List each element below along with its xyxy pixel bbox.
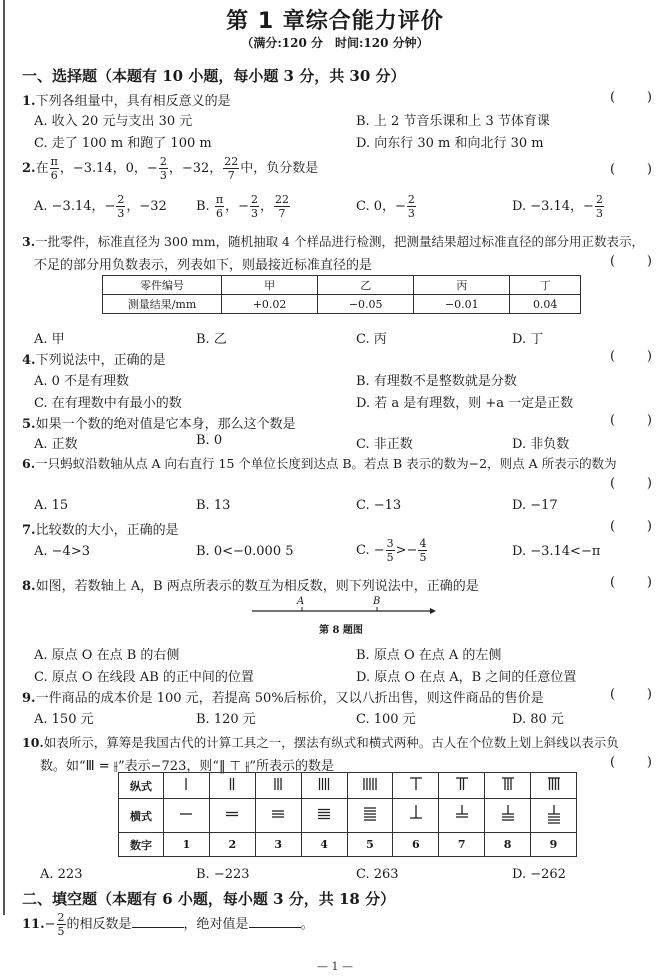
numerator: 2 [595, 193, 603, 206]
denominator: 7 [278, 207, 286, 220]
rod-digit: 3 [255, 833, 301, 857]
section-1-heading: 一、选择题（本题有 10 小题，每小题 3 分，共 30 分） [22, 67, 406, 85]
option-b[interactable]: B. 上 2 节音乐课和上 3 节体育课 [356, 114, 550, 129]
table-cell: −0.01 [414, 295, 510, 314]
answer-blank-1[interactable] [132, 915, 184, 928]
rod-vertical-7 [439, 773, 485, 799]
rod-horizontal-3 [255, 799, 301, 833]
option-a[interactable]: A. 0 不是有理数 [34, 374, 130, 389]
option-d[interactable]: D. 非负数 [512, 437, 570, 452]
paren-open: ( [610, 413, 616, 428]
answer-blank[interactable] [610, 349, 652, 364]
option-a[interactable]: A. −4>3 [34, 544, 90, 559]
denominator: 3 [407, 207, 415, 220]
question-number: 6. [22, 456, 36, 471]
option-text: >− [395, 543, 418, 558]
option-d[interactable]: D. 80 元 [512, 712, 564, 727]
question-text: ”所表示的数是 [249, 759, 334, 774]
table-cell: +0.02 [222, 295, 318, 314]
answer-blank[interactable] [610, 755, 652, 770]
rod-vertical-glyph [541, 776, 567, 792]
denominator: 6 [215, 207, 223, 220]
paren-close: ) [646, 90, 652, 105]
table-header-cell: 零件编号 [103, 276, 222, 295]
rod-horizontal-6 [393, 799, 439, 833]
answer-blank-2[interactable] [249, 915, 301, 928]
question-11 [22, 912, 314, 937]
option-a[interactable]: A. 甲 [34, 332, 65, 347]
fraction [595, 194, 604, 219]
option-c[interactable] [356, 194, 417, 219]
paren-open: ( [610, 755, 616, 770]
numerator: 2 [117, 193, 125, 206]
option-b[interactable]: B. 120 元 [196, 712, 256, 727]
option-b[interactable]: B. 有理数不是整数就是分数 [356, 374, 517, 389]
option-text: A. −3.14，− [34, 199, 116, 214]
denominator: 6 [50, 169, 58, 182]
table-header-row [103, 276, 581, 295]
paren-close: ) [646, 413, 652, 428]
paren-close: ) [646, 476, 652, 491]
paren-close: ) [646, 687, 652, 702]
rod-horizontal-glyph [265, 802, 291, 826]
question-text: 。 [300, 917, 314, 932]
question-number: 7. [22, 523, 36, 538]
table-header-cell: 丁 [510, 276, 581, 295]
option-d[interactable]: D. −17 [512, 498, 558, 513]
rod-vertical-glyph [265, 776, 291, 792]
question-5 [22, 413, 296, 432]
option-c[interactable]: C. 100 元 [356, 712, 416, 727]
rod-horizontal-glyph [357, 802, 383, 826]
denominator: 5 [419, 551, 427, 564]
option-c[interactable]: C. 263 [356, 867, 399, 882]
rod-vertical-4 [301, 773, 347, 799]
question-number: 10. [22, 735, 44, 750]
page-left-border [3, 0, 5, 915]
rod-horizontal-glyph [403, 802, 429, 826]
fraction [386, 538, 395, 563]
option-text: B. [196, 199, 214, 214]
denominator: 5 [386, 551, 394, 564]
rod-vertical-glyph [403, 776, 429, 792]
option-a[interactable]: A. 223 [40, 867, 83, 882]
rod-horizontal-glyph [219, 802, 245, 826]
question-stem: 下列说法中，正确的是 [35, 353, 166, 368]
fraction [57, 912, 66, 937]
option-d[interactable]: D. −262 [512, 867, 566, 882]
question-stem: 如表所示，算筹是我国古代的计算工具之一，摆法有纵式和横式两种。古人在个位数上划上斜线以表示负 [43, 735, 619, 750]
numerator: 2 [57, 911, 65, 924]
row-label: 横式 [119, 799, 164, 833]
question-text: 在 [35, 161, 49, 176]
answer-blank[interactable] [610, 413, 652, 428]
option-a[interactable]: A. 原点 O 在点 B 的右侧 [34, 648, 180, 663]
figure-caption: 第 8 题图 [319, 625, 363, 636]
paren-open: ( [610, 575, 616, 590]
question-number: 5. [22, 417, 36, 432]
option-d[interactable]: D. 向东行 30 m 和向北行 30 m [356, 136, 544, 151]
question-number: 1. [22, 94, 36, 109]
option-a[interactable]: A. 正数 [34, 437, 78, 452]
question-number: 3. [22, 234, 36, 249]
rod-vertical-glyph [219, 776, 245, 792]
fraction [274, 194, 290, 219]
question-text: − [44, 917, 56, 932]
question-stem: 下列各组量中，具有相反意义的是 [35, 94, 231, 109]
answer-blank[interactable] [610, 575, 652, 590]
question-number: 11. [22, 917, 45, 932]
question-6 [22, 454, 617, 472]
option-b[interactable]: B. 13 [196, 498, 231, 513]
rod-vertical-8 [485, 773, 531, 799]
question-text: 的相反数是 [66, 917, 132, 932]
question-9 [22, 687, 544, 706]
row-label: 纵式 [119, 773, 164, 799]
numerator: 22 [224, 155, 239, 168]
fraction [223, 156, 239, 181]
fraction [50, 156, 59, 181]
rod-vertical-2 [209, 773, 255, 799]
option-a[interactable]: A. 收入 20 元与支出 30 元 [34, 114, 193, 129]
option-c[interactable]: C. −13 [356, 498, 402, 513]
option-b[interactable]: B. 乙 [196, 332, 227, 347]
rod-horizontal-2 [209, 799, 255, 833]
table-row [103, 295, 581, 314]
rod-digit: 5 [347, 833, 393, 857]
page-title: 第 1 章综合能力评价 [226, 9, 444, 34]
rod-digit: 9 [531, 833, 577, 857]
numerator: 2 [250, 193, 258, 206]
rod-horizontal-glyph [449, 802, 475, 826]
option-a[interactable]: A. 15 [34, 498, 69, 513]
option-b[interactable]: B. 原点 O 在点 A 的左侧 [356, 648, 502, 663]
option-d[interactable] [512, 194, 605, 219]
numerator: π [50, 155, 58, 168]
fraction [159, 156, 168, 181]
answer-blank[interactable] [610, 90, 652, 105]
point-label-a: A [297, 596, 305, 607]
question-2 [22, 156, 318, 181]
rod-horizontal-glyph [541, 802, 567, 826]
option-text: C. − [356, 543, 385, 558]
rod-horizontal-1 [164, 799, 210, 833]
table-row-vertical [119, 773, 577, 799]
question-1 [22, 90, 231, 109]
paren-open: ( [610, 519, 616, 534]
table-row-digits [119, 833, 577, 857]
option-c[interactable]: C. 走了 100 m 和跑了 100 m [34, 136, 212, 151]
denominator: 3 [159, 169, 167, 182]
table-header-cell: 甲 [222, 276, 318, 295]
denominator: 3 [595, 207, 603, 220]
question-8 [22, 575, 479, 594]
rod-horizontal-glyph [311, 802, 337, 826]
option-c[interactable]: C. 非正数 [356, 437, 413, 452]
fraction [407, 194, 416, 219]
rod-horizontal-8 [485, 799, 531, 833]
numerator: π [215, 193, 224, 206]
page-subtitle: （满分:120 分 时间:120 分钟） [241, 36, 429, 50]
option-text: ，− [225, 199, 249, 214]
option-text: ， [259, 199, 273, 214]
question-text: ”表示−723，则“ [118, 759, 219, 774]
option-text: C. 0，− [356, 199, 406, 214]
option-b[interactable] [196, 194, 291, 219]
rod-digit: 4 [301, 833, 347, 857]
numerator: 3 [386, 537, 394, 550]
question-stem: 如图，若数轴上 A，B 两点所表示的数互为相反数，则下列说法中，正确的是 [35, 579, 479, 594]
paren-open: ( [610, 254, 616, 269]
answer-blank[interactable] [610, 519, 652, 534]
option-c[interactable]: C. 原点 O 在线段 AB 的正中间的位置 [34, 670, 254, 685]
question-10 [22, 733, 619, 751]
paren-close: ) [646, 254, 652, 269]
table-cell: −0.05 [318, 295, 414, 314]
denominator: 7 [227, 169, 235, 182]
rod-digit: 6 [393, 833, 439, 857]
section-2-heading: 二、填空题（本题有 6 小题，每小题 3 分，共 18 分） [22, 890, 396, 908]
paren-open: ( [610, 349, 616, 364]
option-a[interactable]: A. 150 元 [34, 712, 94, 727]
rod-vertical-glyph [357, 776, 383, 792]
question-text: ，−32， [168, 161, 223, 176]
question-3 [22, 232, 644, 250]
question-7 [22, 519, 179, 538]
rod-numeral-example: ‖ ⊤ ⫲ [219, 759, 250, 774]
option-c[interactable]: C. 丙 [356, 332, 387, 347]
rod-horizontal-5 [347, 799, 393, 833]
answer-blank[interactable] [610, 162, 652, 177]
option-a[interactable] [34, 194, 167, 219]
rod-vertical-glyph [495, 776, 521, 792]
question-stem: 如果一个数的绝对值是它本身，那么这个数是 [35, 417, 296, 432]
question-stem: 一件商品的成本价是 100 元，若提高 50%后标价，又以八折出售，则这件商品的售价是 [35, 691, 544, 706]
rod-horizontal-4 [301, 799, 347, 833]
option-c[interactable]: C. 在有理数中有最小的数 [34, 396, 182, 411]
question-text: 中，负分数是 [240, 161, 319, 176]
option-b[interactable]: B. −223 [196, 867, 250, 882]
question-3-line2: 不足的部分用负数表示，列表如下，则最接近标准直径的是 [34, 258, 373, 273]
numerator: 4 [419, 537, 427, 550]
paren-close: ) [646, 575, 652, 590]
option-b[interactable]: B. 0 [196, 433, 223, 448]
paren-close: ) [646, 519, 652, 534]
rod-vertical-9 [531, 773, 577, 799]
question-text: 数。如“ [40, 759, 86, 774]
rod-horizontal-glyph [495, 802, 521, 826]
table-header-cell: 丙 [414, 276, 510, 295]
rod-vertical-glyph [173, 776, 199, 792]
paren-open: ( [610, 90, 616, 105]
option-d[interactable]: D. 丁 [512, 332, 544, 347]
question-text: ，绝对值是 [183, 917, 249, 932]
point-label-b: B [373, 596, 381, 607]
paren-close: ) [646, 162, 652, 177]
paren-open: ( [610, 162, 616, 177]
table-header-cell: 乙 [318, 276, 414, 295]
paren-open: ( [610, 687, 616, 702]
question-text: ，−3.14，0，− [59, 161, 158, 176]
rod-digit: 1 [164, 833, 210, 857]
rod-digit: 8 [485, 833, 531, 857]
option-d[interactable]: D. 原点 O 在点 A，B 之间的任意位置 [356, 670, 577, 685]
paren-close: ) [646, 755, 652, 770]
numerator: 22 [274, 193, 289, 206]
option-d[interactable]: D. −3.14<−π [512, 544, 601, 559]
q3-table [102, 275, 581, 314]
answer-blank[interactable] [610, 254, 652, 269]
page-number: — 1 — [317, 960, 353, 973]
rod-vertical-6 [393, 773, 439, 799]
paren-close: ) [646, 349, 652, 364]
rod-vertical-5 [347, 773, 393, 799]
option-text: D. −3.14，− [512, 199, 594, 214]
denominator: 3 [117, 207, 125, 220]
paren-open: ( [610, 476, 616, 491]
fraction [215, 194, 224, 219]
question-number: 2. [22, 161, 36, 176]
table-cell: 0.04 [510, 295, 581, 314]
question-stem: 比较数的大小，正确的是 [35, 523, 179, 538]
numerator: 2 [407, 193, 415, 206]
rod-numeral-table [118, 772, 577, 857]
rod-horizontal-7 [439, 799, 485, 833]
fraction [250, 194, 259, 219]
denominator: 3 [250, 207, 258, 220]
rod-vertical-3 [255, 773, 301, 799]
answer-blank[interactable] [610, 476, 652, 491]
number-line-figure [250, 596, 436, 616]
table-cell: 测量结果/mm [103, 295, 222, 314]
rod-vertical-glyph [311, 776, 337, 792]
option-b[interactable]: B. 0<−0.000 5 [196, 544, 294, 559]
rod-horizontal-9 [531, 799, 577, 833]
option-d[interactable]: D. 若 a 是有理数，则 +a 一定是正数 [356, 396, 574, 411]
arrow-head-icon [430, 608, 436, 614]
answer-blank[interactable] [610, 687, 652, 702]
fraction [418, 538, 427, 563]
table-row-horizontal [119, 799, 577, 833]
numerator: 2 [159, 155, 167, 168]
fraction [116, 194, 125, 219]
question-number: 8. [22, 579, 36, 594]
question-4 [22, 349, 166, 368]
rod-horizontal-glyph [173, 802, 199, 826]
option-text: ，−32 [126, 199, 167, 214]
rod-digit: 2 [209, 833, 255, 857]
question-number: 9. [22, 691, 36, 706]
row-label: 数字 [119, 833, 164, 857]
denominator: 5 [57, 925, 65, 938]
question-stem: 一批零件，标准直径为 300 mm，随机抽取 4 个样品进行检测，把测量结果超过标准直径的部分用正数表示， [35, 234, 644, 249]
rod-vertical-glyph [449, 776, 475, 792]
rod-digit: 7 [439, 833, 485, 857]
rod-vertical-1 [164, 773, 210, 799]
option-c[interactable] [356, 538, 428, 563]
question-number: 4. [22, 353, 36, 368]
question-stem: 一只蚂蚁沿数轴从点 A 向右直行 15 个单位长度到达点 B。若点 B 表示的数为−2，则点 A 所表示的数为 [35, 456, 617, 471]
rod-numeral-example: Ⅲ = ⫲ [85, 759, 118, 774]
